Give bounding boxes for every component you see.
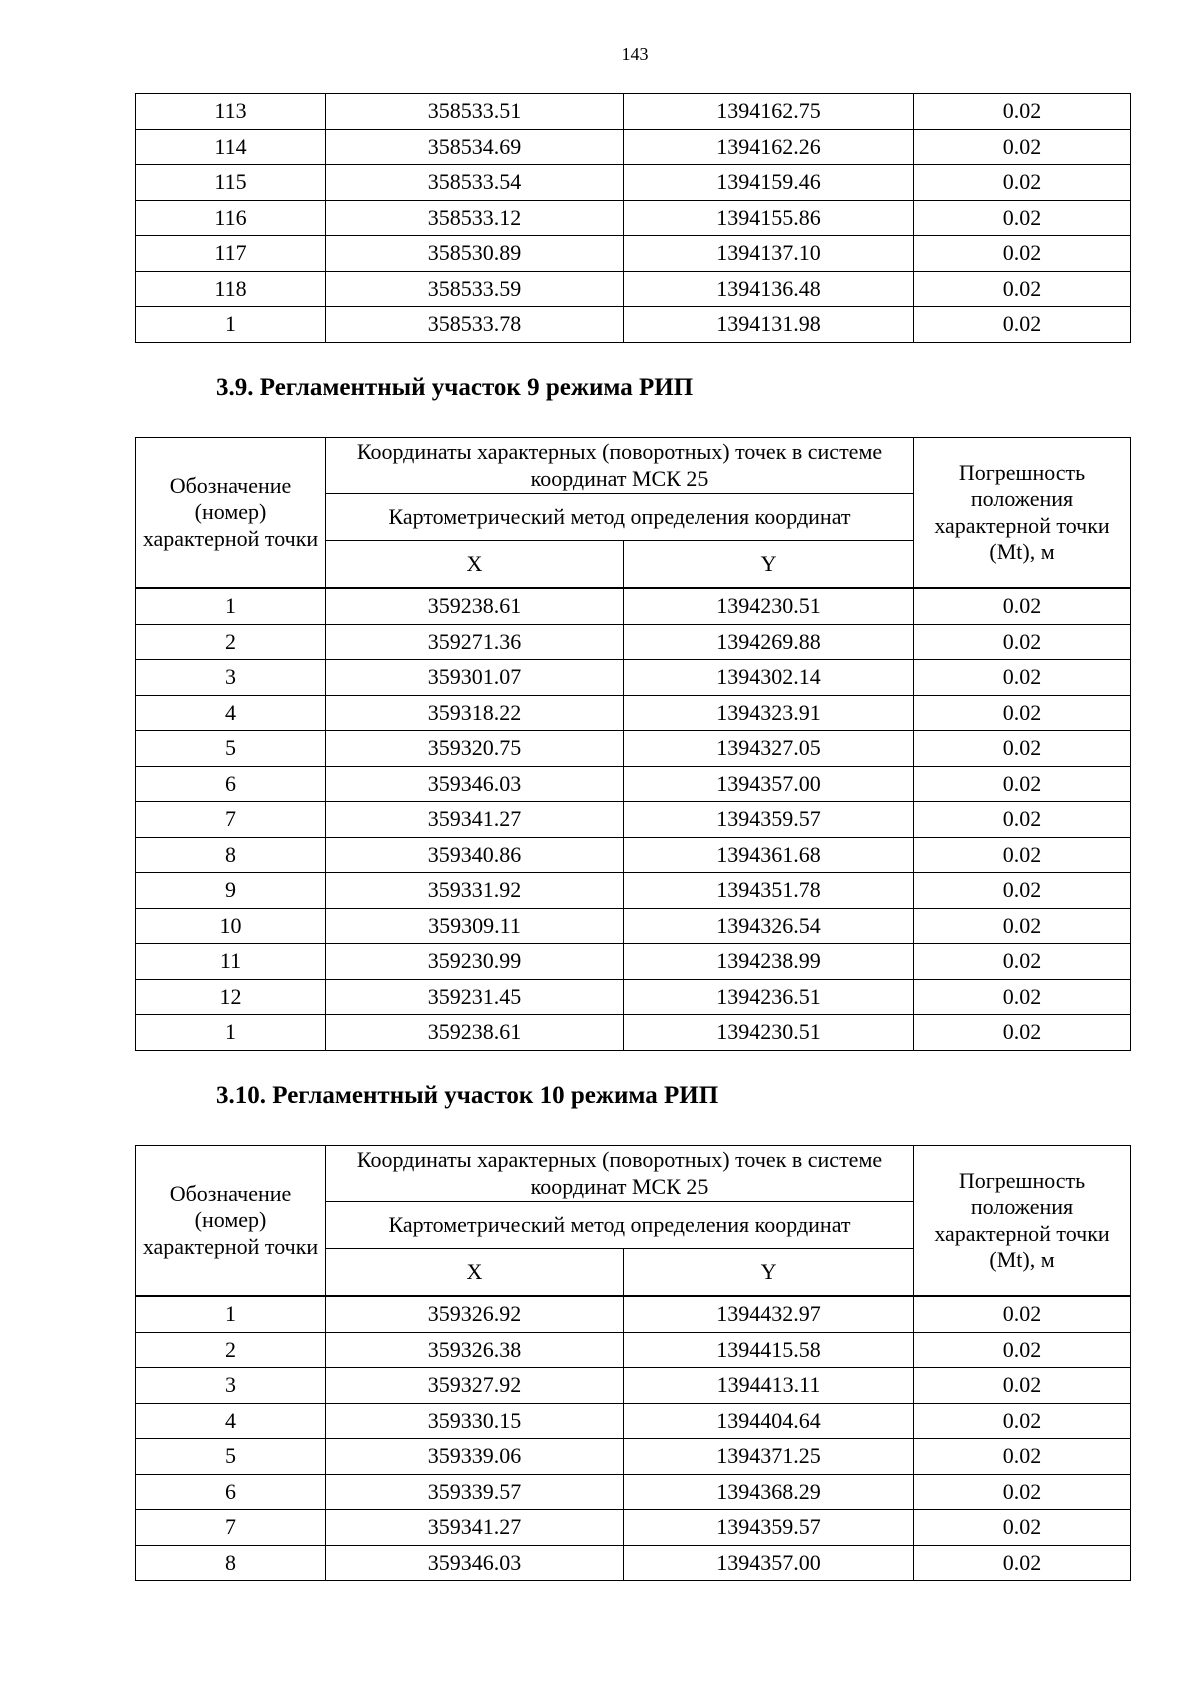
- error-cell: 0.02: [914, 1332, 1131, 1368]
- error-cell: 0.02: [914, 307, 1131, 343]
- table-row: [136, 1545, 1131, 1581]
- y-coordinate-cell: 1394357.00: [624, 766, 914, 802]
- header-method: Картометрический метод определения координат: [326, 1202, 914, 1249]
- table-row: [136, 873, 1131, 909]
- table-row: [136, 731, 1131, 767]
- error-cell: 0.02: [914, 200, 1131, 236]
- error-cell: 0.02: [914, 624, 1131, 660]
- point-number-cell: 6: [136, 1474, 326, 1510]
- error-cell: 0.02: [914, 802, 1131, 838]
- table-row: [136, 1439, 1131, 1475]
- y-coordinate-cell: 1394413.11: [624, 1368, 914, 1404]
- coordinates-table-section-10: [135, 1145, 1131, 1581]
- point-number-cell: 8: [136, 837, 326, 873]
- x-coordinate-cell: 359346.03: [326, 766, 624, 802]
- y-coordinate-cell: 1394361.68: [624, 837, 914, 873]
- y-coordinate-cell: 1394432.97: [624, 1296, 914, 1332]
- error-cell: 0.02: [914, 1474, 1131, 1510]
- point-number-cell: 5: [136, 1439, 326, 1475]
- error-cell: 0.02: [914, 236, 1131, 272]
- error-cell: 0.02: [914, 1296, 1131, 1332]
- table-row: [136, 129, 1131, 165]
- table-row: [136, 94, 1131, 130]
- y-coordinate-cell: 1394230.51: [624, 588, 914, 624]
- point-number-cell: 5: [136, 731, 326, 767]
- point-number-cell: 1: [136, 307, 326, 343]
- error-cell: 0.02: [914, 979, 1131, 1015]
- table-row: [136, 766, 1131, 802]
- table-row: [136, 1510, 1131, 1546]
- point-number-cell: 3: [136, 1368, 326, 1404]
- y-coordinate-cell: 1394162.75: [624, 94, 914, 130]
- error-cell: 0.02: [914, 695, 1131, 731]
- point-number-cell: 10: [136, 908, 326, 944]
- point-number-cell: 117: [136, 236, 326, 272]
- table-row: [136, 1368, 1131, 1404]
- error-cell: 0.02: [914, 873, 1131, 909]
- x-coordinate-cell: 358533.51: [326, 94, 624, 130]
- table-row: [136, 1474, 1131, 1510]
- point-number-cell: 7: [136, 1510, 326, 1546]
- point-number-cell: 6: [136, 766, 326, 802]
- y-coordinate-cell: 1394326.54: [624, 908, 914, 944]
- x-coordinate-cell: 358533.12: [326, 200, 624, 236]
- header-x: X: [326, 1249, 624, 1297]
- y-coordinate-cell: 1394359.57: [624, 802, 914, 838]
- error-cell: 0.02: [914, 944, 1131, 980]
- table-row: [136, 1403, 1131, 1439]
- x-coordinate-cell: 359318.22: [326, 695, 624, 731]
- error-cell: 0.02: [914, 165, 1131, 201]
- coordinates-table-continued: [135, 93, 1131, 343]
- point-number-cell: 4: [136, 1403, 326, 1439]
- x-coordinate-cell: 359326.92: [326, 1296, 624, 1332]
- y-coordinate-cell: 1394371.25: [624, 1439, 914, 1475]
- x-coordinate-cell: 359341.27: [326, 1510, 624, 1546]
- point-number-cell: 114: [136, 129, 326, 165]
- header-x: X: [326, 541, 624, 589]
- x-coordinate-cell: 359331.92: [326, 873, 624, 909]
- x-coordinate-cell: 359330.15: [326, 1403, 624, 1439]
- x-coordinate-cell: 359340.86: [326, 837, 624, 873]
- error-cell: 0.02: [914, 660, 1131, 696]
- section-heading-3-10: 3.10. Регламентный участок 10 режима РИП: [216, 1082, 719, 1109]
- y-coordinate-cell: 1394162.26: [624, 129, 914, 165]
- y-coordinate-cell: 1394159.46: [624, 165, 914, 201]
- header-coordinates: Координаты характерных (поворотных) точек в системе координат МСК 25: [326, 438, 914, 494]
- error-cell: 0.02: [914, 94, 1131, 130]
- x-coordinate-cell: 359339.06: [326, 1439, 624, 1475]
- x-coordinate-cell: 359309.11: [326, 908, 624, 944]
- x-coordinate-cell: 358533.54: [326, 165, 624, 201]
- y-coordinate-cell: 1394351.78: [624, 873, 914, 909]
- coordinates-table-section-9: [135, 437, 1131, 1051]
- table-row: [136, 1015, 1131, 1051]
- table-row: [136, 165, 1131, 201]
- error-cell: 0.02: [914, 1368, 1131, 1404]
- header-coordinates: Координаты характерных (поворотных) точек в системе координат МСК 25: [326, 1146, 914, 1202]
- point-number-cell: 113: [136, 94, 326, 130]
- point-number-cell: 11: [136, 944, 326, 980]
- x-coordinate-cell: 359238.61: [326, 1015, 624, 1051]
- y-coordinate-cell: 1394137.10: [624, 236, 914, 272]
- point-number-cell: 4: [136, 695, 326, 731]
- error-cell: 0.02: [914, 731, 1131, 767]
- y-coordinate-cell: 1394136.48: [624, 271, 914, 307]
- x-coordinate-cell: 359231.45: [326, 979, 624, 1015]
- error-cell: 0.02: [914, 766, 1131, 802]
- point-number-cell: 1: [136, 1015, 326, 1051]
- table-row: [136, 1332, 1131, 1368]
- table-row: [136, 307, 1131, 343]
- x-coordinate-cell: 359327.92: [326, 1368, 624, 1404]
- table-row: [136, 837, 1131, 873]
- error-cell: 0.02: [914, 271, 1131, 307]
- table-row: [136, 908, 1131, 944]
- error-cell: 0.02: [914, 1439, 1131, 1475]
- header-designation: Обозначение (номер) характерной точки: [136, 1146, 326, 1297]
- table-row: [136, 660, 1131, 696]
- header-error: Погрешность положения характерной точки (Mt), м: [914, 1146, 1131, 1297]
- table-row: [136, 271, 1131, 307]
- error-cell: 0.02: [914, 908, 1131, 944]
- x-coordinate-cell: 359238.61: [326, 588, 624, 624]
- x-coordinate-cell: 359341.27: [326, 802, 624, 838]
- x-coordinate-cell: 358530.89: [326, 236, 624, 272]
- header-method: Картометрический метод определения координат: [326, 494, 914, 541]
- point-number-cell: 8: [136, 1545, 326, 1581]
- y-coordinate-cell: 1394327.05: [624, 731, 914, 767]
- table-row: [136, 200, 1131, 236]
- x-coordinate-cell: 359271.36: [326, 624, 624, 660]
- error-cell: 0.02: [914, 588, 1131, 624]
- point-number-cell: 118: [136, 271, 326, 307]
- y-coordinate-cell: 1394269.88: [624, 624, 914, 660]
- error-cell: 0.02: [914, 1510, 1131, 1546]
- y-coordinate-cell: 1394368.29: [624, 1474, 914, 1510]
- table-row: [136, 624, 1131, 660]
- y-coordinate-cell: 1394359.57: [624, 1510, 914, 1546]
- table-row: [136, 236, 1131, 272]
- header-y: Y: [624, 541, 914, 589]
- x-coordinate-cell: 359301.07: [326, 660, 624, 696]
- x-coordinate-cell: 358533.59: [326, 271, 624, 307]
- point-number-cell: 12: [136, 979, 326, 1015]
- section-heading-3-9: 3.9. Регламентный участок 9 режима РИП: [216, 374, 694, 401]
- point-number-cell: 1: [136, 1296, 326, 1332]
- x-coordinate-cell: 359326.38: [326, 1332, 624, 1368]
- y-coordinate-cell: 1394323.91: [624, 695, 914, 731]
- table-row: [136, 695, 1131, 731]
- error-cell: 0.02: [914, 1545, 1131, 1581]
- error-cell: 0.02: [914, 1403, 1131, 1439]
- y-coordinate-cell: 1394236.51: [624, 979, 914, 1015]
- x-coordinate-cell: 358534.69: [326, 129, 624, 165]
- x-coordinate-cell: 359346.03: [326, 1545, 624, 1581]
- y-coordinate-cell: 1394415.58: [624, 1332, 914, 1368]
- error-cell: 0.02: [914, 1015, 1131, 1051]
- error-cell: 0.02: [914, 837, 1131, 873]
- y-coordinate-cell: 1394238.99: [624, 944, 914, 980]
- y-coordinate-cell: 1394404.64: [624, 1403, 914, 1439]
- header-error: Погрешность положения характерной точки (Mt), м: [914, 438, 1131, 589]
- point-number-cell: 7: [136, 802, 326, 838]
- y-coordinate-cell: 1394357.00: [624, 1545, 914, 1581]
- table-row: [136, 588, 1131, 624]
- point-number-cell: 2: [136, 1332, 326, 1368]
- header-designation: Обозначение (номер) характерной точки: [136, 438, 326, 589]
- table-row: [136, 979, 1131, 1015]
- y-coordinate-cell: 1394230.51: [624, 1015, 914, 1051]
- point-number-cell: 3: [136, 660, 326, 696]
- page-number: 143: [621, 44, 649, 64]
- point-number-cell: 1: [136, 588, 326, 624]
- point-number-cell: 9: [136, 873, 326, 909]
- point-number-cell: 115: [136, 165, 326, 201]
- table-row: [136, 802, 1131, 838]
- y-coordinate-cell: 1394155.86: [624, 200, 914, 236]
- y-coordinate-cell: 1394131.98: [624, 307, 914, 343]
- x-coordinate-cell: 359230.99: [326, 944, 624, 980]
- error-cell: 0.02: [914, 129, 1131, 165]
- point-number-cell: 116: [136, 200, 326, 236]
- x-coordinate-cell: 359320.75: [326, 731, 624, 767]
- table-row: [136, 944, 1131, 980]
- point-number-cell: 2: [136, 624, 326, 660]
- table-row: [136, 1296, 1131, 1332]
- y-coordinate-cell: 1394302.14: [624, 660, 914, 696]
- x-coordinate-cell: 358533.78: [326, 307, 624, 343]
- x-coordinate-cell: 359339.57: [326, 1474, 624, 1510]
- header-y: Y: [624, 1249, 914, 1297]
